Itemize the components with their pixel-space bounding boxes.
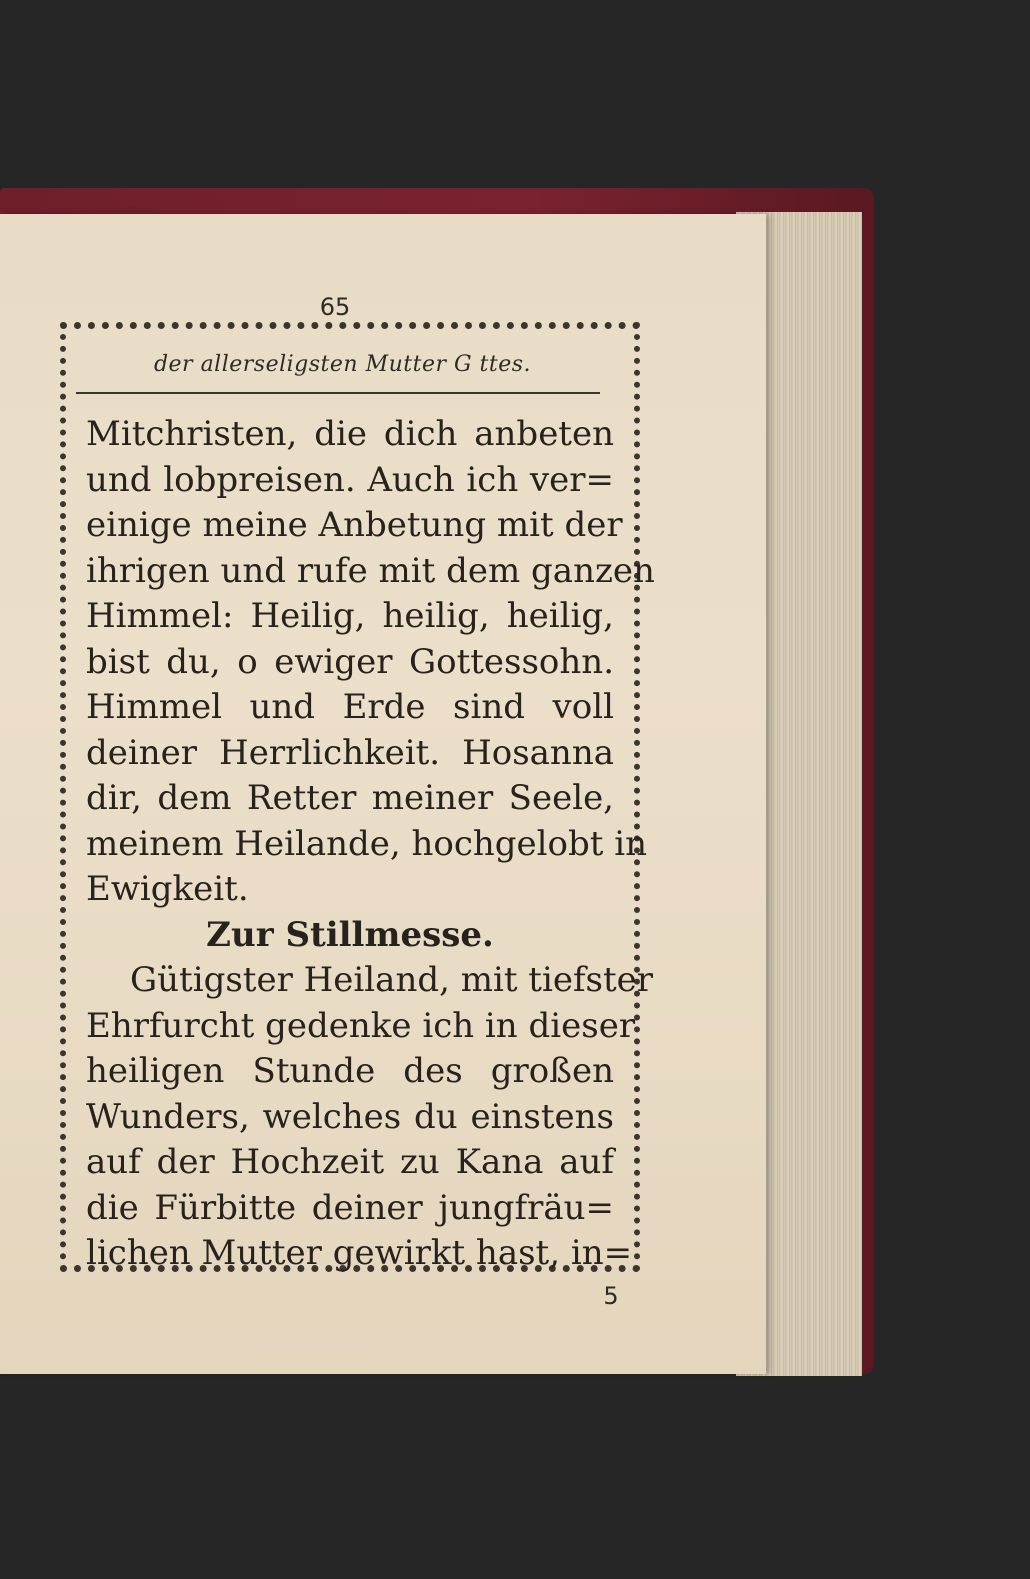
- text-line: meinem Heilande, hochgelobt in: [86, 823, 648, 864]
- text-line: bist du, o ewiger Gottessohn.: [86, 641, 614, 682]
- section-heading: Zur Stillmesse.: [206, 914, 494, 955]
- text-line: Himmel und Erde sind voll: [86, 687, 614, 727]
- page-number: 65: [319, 293, 351, 321]
- text-line: Himmel: Heilig, heilig, heilig,: [86, 596, 614, 636]
- text-line: einige meine Anbetung mit der: [86, 505, 623, 545]
- text-line: heiligen Stunde des großen: [86, 1051, 614, 1091]
- text-line: auf der Hochzeit zu Kana auf: [86, 1142, 614, 1182]
- header-rule: [76, 392, 600, 394]
- running-head: der allerseligsten Mutter G ttes.: [153, 352, 532, 377]
- text-line: dir, dem Retter meiner Seele,: [86, 778, 614, 818]
- text-line: Ehrfurcht gedenke ich in dieser: [86, 1005, 636, 1046]
- text-line: Gütigster Heiland, mit tiefster: [130, 960, 654, 1000]
- text-line: Mitchristen, die dich anbeten: [86, 414, 614, 454]
- text-line: ihrigen und rufe mit dem ganzen: [86, 550, 655, 591]
- text-line: die Fürbitte deiner jungfräu=: [86, 1187, 614, 1228]
- page-text: [86, 412, 655, 1277]
- text-line: deiner Herrlichkeit. Hosanna: [86, 732, 614, 773]
- text-line: Wunders, welches du einstens: [86, 1096, 614, 1137]
- text-line: und lobpreisen. Auch ich ver=: [86, 459, 614, 500]
- signature-mark: 5: [603, 1282, 619, 1310]
- text-line: Ewigkeit.: [86, 869, 249, 909]
- text-line: lichen Mutter gewirkt hast, in=: [86, 1233, 633, 1273]
